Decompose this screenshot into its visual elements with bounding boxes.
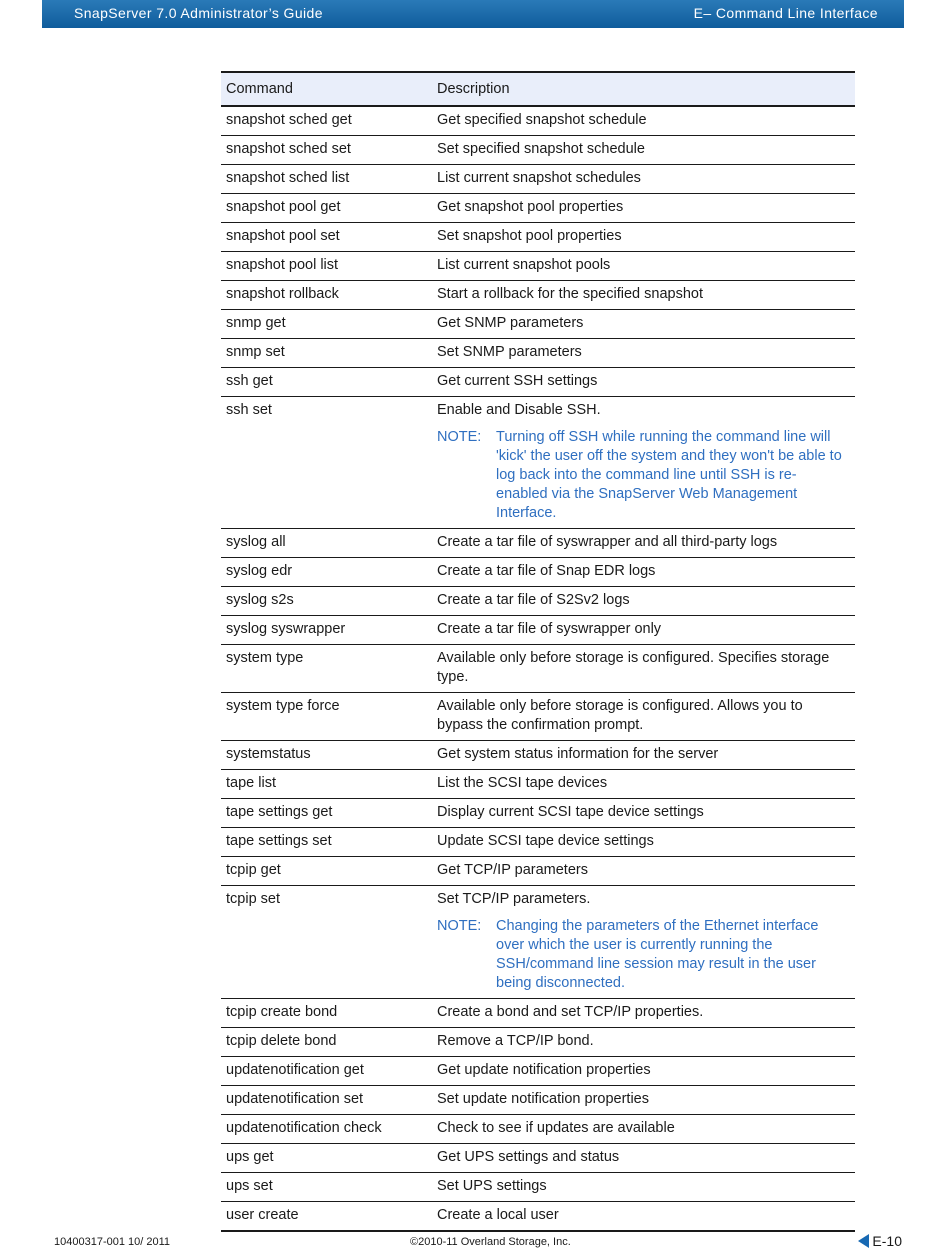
description-cell [432, 529, 855, 558]
page-header [42, 0, 904, 28]
command-cell: snapshot rollback [226, 286, 339, 302]
description-cell [432, 1115, 855, 1144]
description-text: Set update notification properties [437, 1091, 649, 1107]
table-row [221, 1202, 855, 1232]
command-cell: tcpip delete bond [226, 1033, 337, 1049]
note-text: Turning off SSH while running the command line will 'kick' the user off the system and they won't be able to log back into the command line until SSH is re-enabled via the SnapServer Web Management Interface. [496, 429, 842, 521]
command-cell: snapshot pool set [226, 228, 340, 244]
command-cell: snapshot pool list [226, 257, 339, 273]
description-text: Enable and Disable SSH. [437, 402, 601, 418]
table-row [221, 799, 855, 828]
command-cell: syslog s2s [226, 592, 294, 608]
description-cell [432, 999, 855, 1028]
description-text: List current snapshot pools [437, 257, 611, 273]
command-cell: systemstatus [226, 746, 311, 762]
command-cell: ups get [226, 1149, 274, 1165]
description-text: Available only before storage is configured. Allows you to bypass the confirmation prompt. [437, 698, 803, 733]
table-row [221, 886, 855, 999]
description-text: Get specified snapshot schedule [437, 112, 647, 128]
description-text: Display current SCSI tape device settings [437, 804, 704, 820]
command-cell: syslog edr [226, 563, 293, 579]
table-row [221, 368, 855, 397]
command-cell: tape settings get [226, 804, 333, 820]
command-table [221, 71, 855, 1232]
command-cell: updatenotification check [226, 1120, 382, 1136]
column-header-command: Command [226, 81, 293, 97]
table-row [221, 165, 855, 194]
command-cell: ssh set [226, 402, 272, 418]
page-number: E-10 [872, 1233, 902, 1249]
description-cell [432, 828, 855, 857]
column-header-description: Description [437, 81, 510, 97]
description-cell [432, 616, 855, 645]
table-row [221, 999, 855, 1028]
description-cell [432, 558, 855, 587]
description-cell [432, 1028, 855, 1057]
header-guide-title: SnapServer 7.0 Administrator’s Guide [74, 5, 323, 21]
command-cell: snmp get [226, 315, 286, 331]
table-row [221, 645, 855, 693]
description-cell [432, 741, 855, 770]
table-row [221, 587, 855, 616]
description-cell [432, 1086, 855, 1115]
description-text: Set SNMP parameters [437, 344, 582, 360]
command-cell: tape list [226, 775, 276, 791]
note-block [437, 917, 850, 993]
command-cell: system type [226, 650, 304, 666]
description-text: List current snapshot schedules [437, 170, 641, 186]
description-text: Get system status information for the server [437, 746, 719, 762]
table-row [221, 558, 855, 587]
table-row [221, 616, 855, 645]
description-cell [432, 281, 855, 310]
table-row [221, 223, 855, 252]
command-cell: syslog syswrapper [226, 621, 346, 637]
description-text: List the SCSI tape devices [437, 775, 608, 791]
description-cell [432, 368, 855, 397]
table-row [221, 106, 855, 136]
command-cell: snapshot sched list [226, 170, 350, 186]
note-text: Changing the parameters of the Ethernet interface over which the user is currently running the SSH/command line session may result in the user being disconnected. [496, 918, 819, 991]
description-text: Create a local user [437, 1207, 559, 1223]
table-row [221, 194, 855, 223]
table-row [221, 857, 855, 886]
description-text: Create a tar file of Snap EDR logs [437, 563, 656, 579]
table-row [221, 693, 855, 741]
description-cell [432, 194, 855, 223]
command-cell: updatenotification set [226, 1091, 364, 1107]
table-header-row [221, 72, 855, 106]
description-text: Get TCP/IP parameters [437, 862, 588, 878]
description-cell [432, 1202, 855, 1232]
table-row [221, 1057, 855, 1086]
command-cell: ssh get [226, 373, 273, 389]
description-cell [432, 310, 855, 339]
table-row [221, 397, 855, 529]
table-row [221, 741, 855, 770]
table-row [221, 828, 855, 857]
note-label: NOTE: [437, 429, 482, 445]
description-cell [432, 1173, 855, 1202]
description-text: Check to see if updates are available [437, 1120, 675, 1136]
description-text: Set UPS settings [437, 1178, 547, 1194]
description-text: Start a rollback for the specified snapshot [437, 286, 703, 302]
description-text: Set specified snapshot schedule [437, 141, 645, 157]
description-cell [432, 587, 855, 616]
table-row [221, 310, 855, 339]
description-text: Get UPS settings and status [437, 1149, 620, 1165]
footer-doc-number: 10400317-001 10/ 2011 [54, 1236, 171, 1248]
command-cell: snmp set [226, 344, 285, 360]
command-cell: user create [226, 1207, 299, 1223]
description-cell [432, 136, 855, 165]
description-cell [432, 165, 855, 194]
description-cell [432, 1144, 855, 1173]
table-row [221, 281, 855, 310]
note-block [437, 428, 850, 523]
table-row [221, 136, 855, 165]
description-text: Set snapshot pool properties [437, 228, 622, 244]
description-text: Set TCP/IP parameters. [437, 891, 591, 907]
description-cell [432, 106, 855, 136]
command-cell: syslog all [226, 534, 286, 550]
command-cell: tcpip get [226, 862, 281, 878]
description-cell [432, 223, 855, 252]
table-row [221, 529, 855, 558]
table-row [221, 1086, 855, 1115]
previous-page-arrow-icon[interactable] [858, 1234, 869, 1248]
description-text: Create a tar file of syswrapper only [437, 621, 662, 637]
table-row [221, 1115, 855, 1144]
description-cell [432, 693, 855, 741]
description-text: Get SNMP parameters [437, 315, 584, 331]
table-row [221, 252, 855, 281]
description-text: Remove a TCP/IP bond. [437, 1033, 594, 1049]
table-row [221, 339, 855, 368]
table-row [221, 1028, 855, 1057]
table-row [221, 1173, 855, 1202]
description-text: Create a tar file of syswrapper and all third-party logs [437, 534, 778, 550]
description-text: Get update notification properties [437, 1062, 651, 1078]
command-cell: tcpip set [226, 891, 280, 907]
description-cell [432, 857, 855, 886]
description-cell [432, 1057, 855, 1086]
description-cell [432, 770, 855, 799]
description-cell [432, 252, 855, 281]
note-label: NOTE: [437, 918, 482, 934]
table-row [221, 1144, 855, 1173]
description-text: Create a tar file of S2Sv2 logs [437, 592, 630, 608]
description-cell [432, 397, 855, 529]
command-cell: snapshot pool get [226, 199, 341, 215]
command-cell: ups set [226, 1178, 273, 1194]
description-text: Available only before storage is configured. Specifies storage type. [437, 650, 830, 685]
description-text: Get current SSH settings [437, 373, 598, 389]
description-text: Get snapshot pool properties [437, 199, 624, 215]
footer-page-indicator[interactable] [858, 1233, 902, 1249]
command-cell: snapshot sched get [226, 112, 352, 128]
description-text: Update SCSI tape device settings [437, 833, 654, 849]
description-cell [432, 339, 855, 368]
description-cell [432, 645, 855, 693]
command-cell: updatenotification get [226, 1062, 364, 1078]
command-cell: tcpip create bond [226, 1004, 338, 1020]
header-section-title: E– Command Line Interface [693, 5, 878, 21]
description-cell [432, 799, 855, 828]
description-cell [432, 886, 855, 999]
description-text: Create a bond and set TCP/IP properties. [437, 1004, 704, 1020]
command-cell: tape settings set [226, 833, 332, 849]
command-cell: snapshot sched set [226, 141, 351, 157]
footer-copyright: ©2010-11 Overland Storage, Inc. [410, 1236, 571, 1248]
command-cell: system type force [226, 698, 340, 714]
table-row [221, 770, 855, 799]
